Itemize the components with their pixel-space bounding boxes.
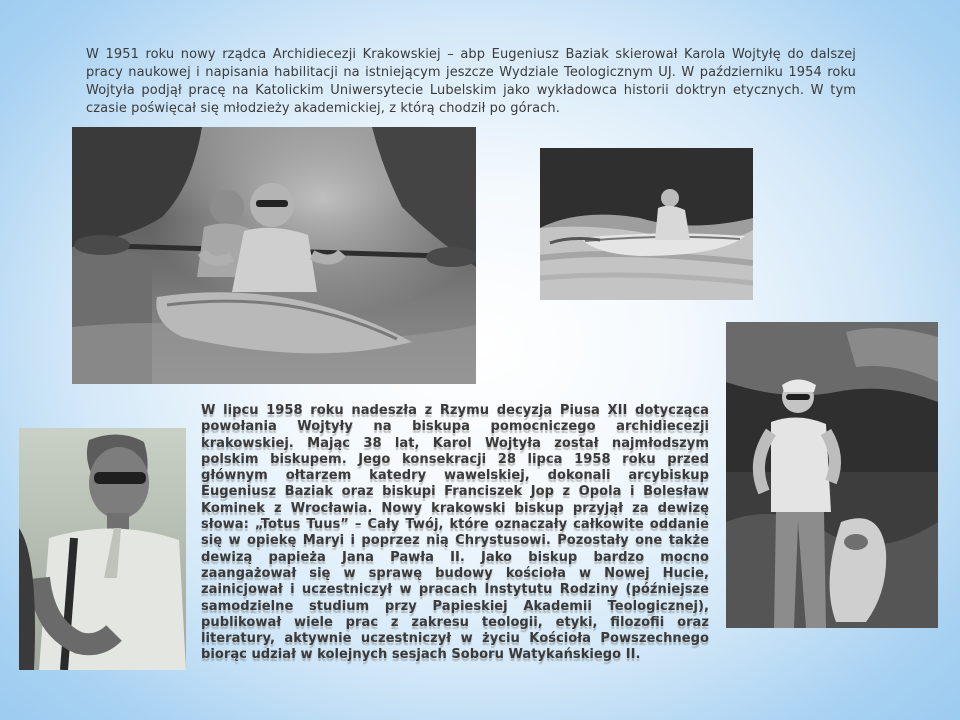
standing-man-image	[726, 322, 938, 628]
portrait-photo	[19, 428, 186, 670]
main-paragraph: W lipcu 1958 roku nadeszła z Rzymu decyzja Piusa XII dotycząca powołania Wojtyły na biskupa pomocniczego archidiecezji krakowskiej. Mając 38 lat, Karol Wojtyła został najmłodszym polskim biskupem. Jego konsekracji 28 lipca 1958 roku przed głównym ołtarzem katedry wawelskiej, dokonali arcybiskup Eugeniusz Baziak oraz biskupi Franciszek Jop z Opola i Bolesław Kominek z Wrocławia. Nowy krakowski biskup przyjął za dewizę słowa: „Totus Tuus” – Cały Twój, które oznaczały całkowite oddanie się w opiekę Maryi i poprzez nią Chrystusowi. Pozostały one także dewizą papieża Jana Pawła II. Jako biskup bardzo mocno zaangażował się w sprawę budowy kościoła w Nowej Hucie, zainicjował i uczestniczył w pracach Instytutu Rodziny (późniejsze samodzielne studium przy Papieskiej Akademii Teologicznej), publikował wiele prac z zakresu teologii, etyki, filozofii oraz literatury, aktywnie uczestniczył w życiu Kościoła Powszechnego biorąc udział w kolejnych sesjach Soboru Watykańskiego II.	[201, 403, 709, 663]
canoe-man-photo	[540, 148, 753, 300]
canoe-man-image	[540, 148, 753, 300]
standing-man-photo	[726, 322, 938, 628]
kayak-pair-image	[72, 127, 476, 384]
intro-paragraph: W 1951 roku nowy rządca Archidiecezji Krakowskiej – abp Eugeniusz Baziak skierował Karola Wojtyłę do dalszej pracy naukowej i napisania habilitacji na istniejącym jeszcze Wydziale Teologicznym UJ. W październiku 1954 roku Wojtyła podjął pracę na Katolickim Uniwersytecie Lubelskim jako wykładowca historii doktryn etycznych. W tym czasie poświęcał się młodzieży akademickiej, z którą chodził po górach.	[86, 47, 856, 116]
portrait-image	[19, 428, 186, 670]
kayak-pair-photo	[72, 127, 476, 384]
